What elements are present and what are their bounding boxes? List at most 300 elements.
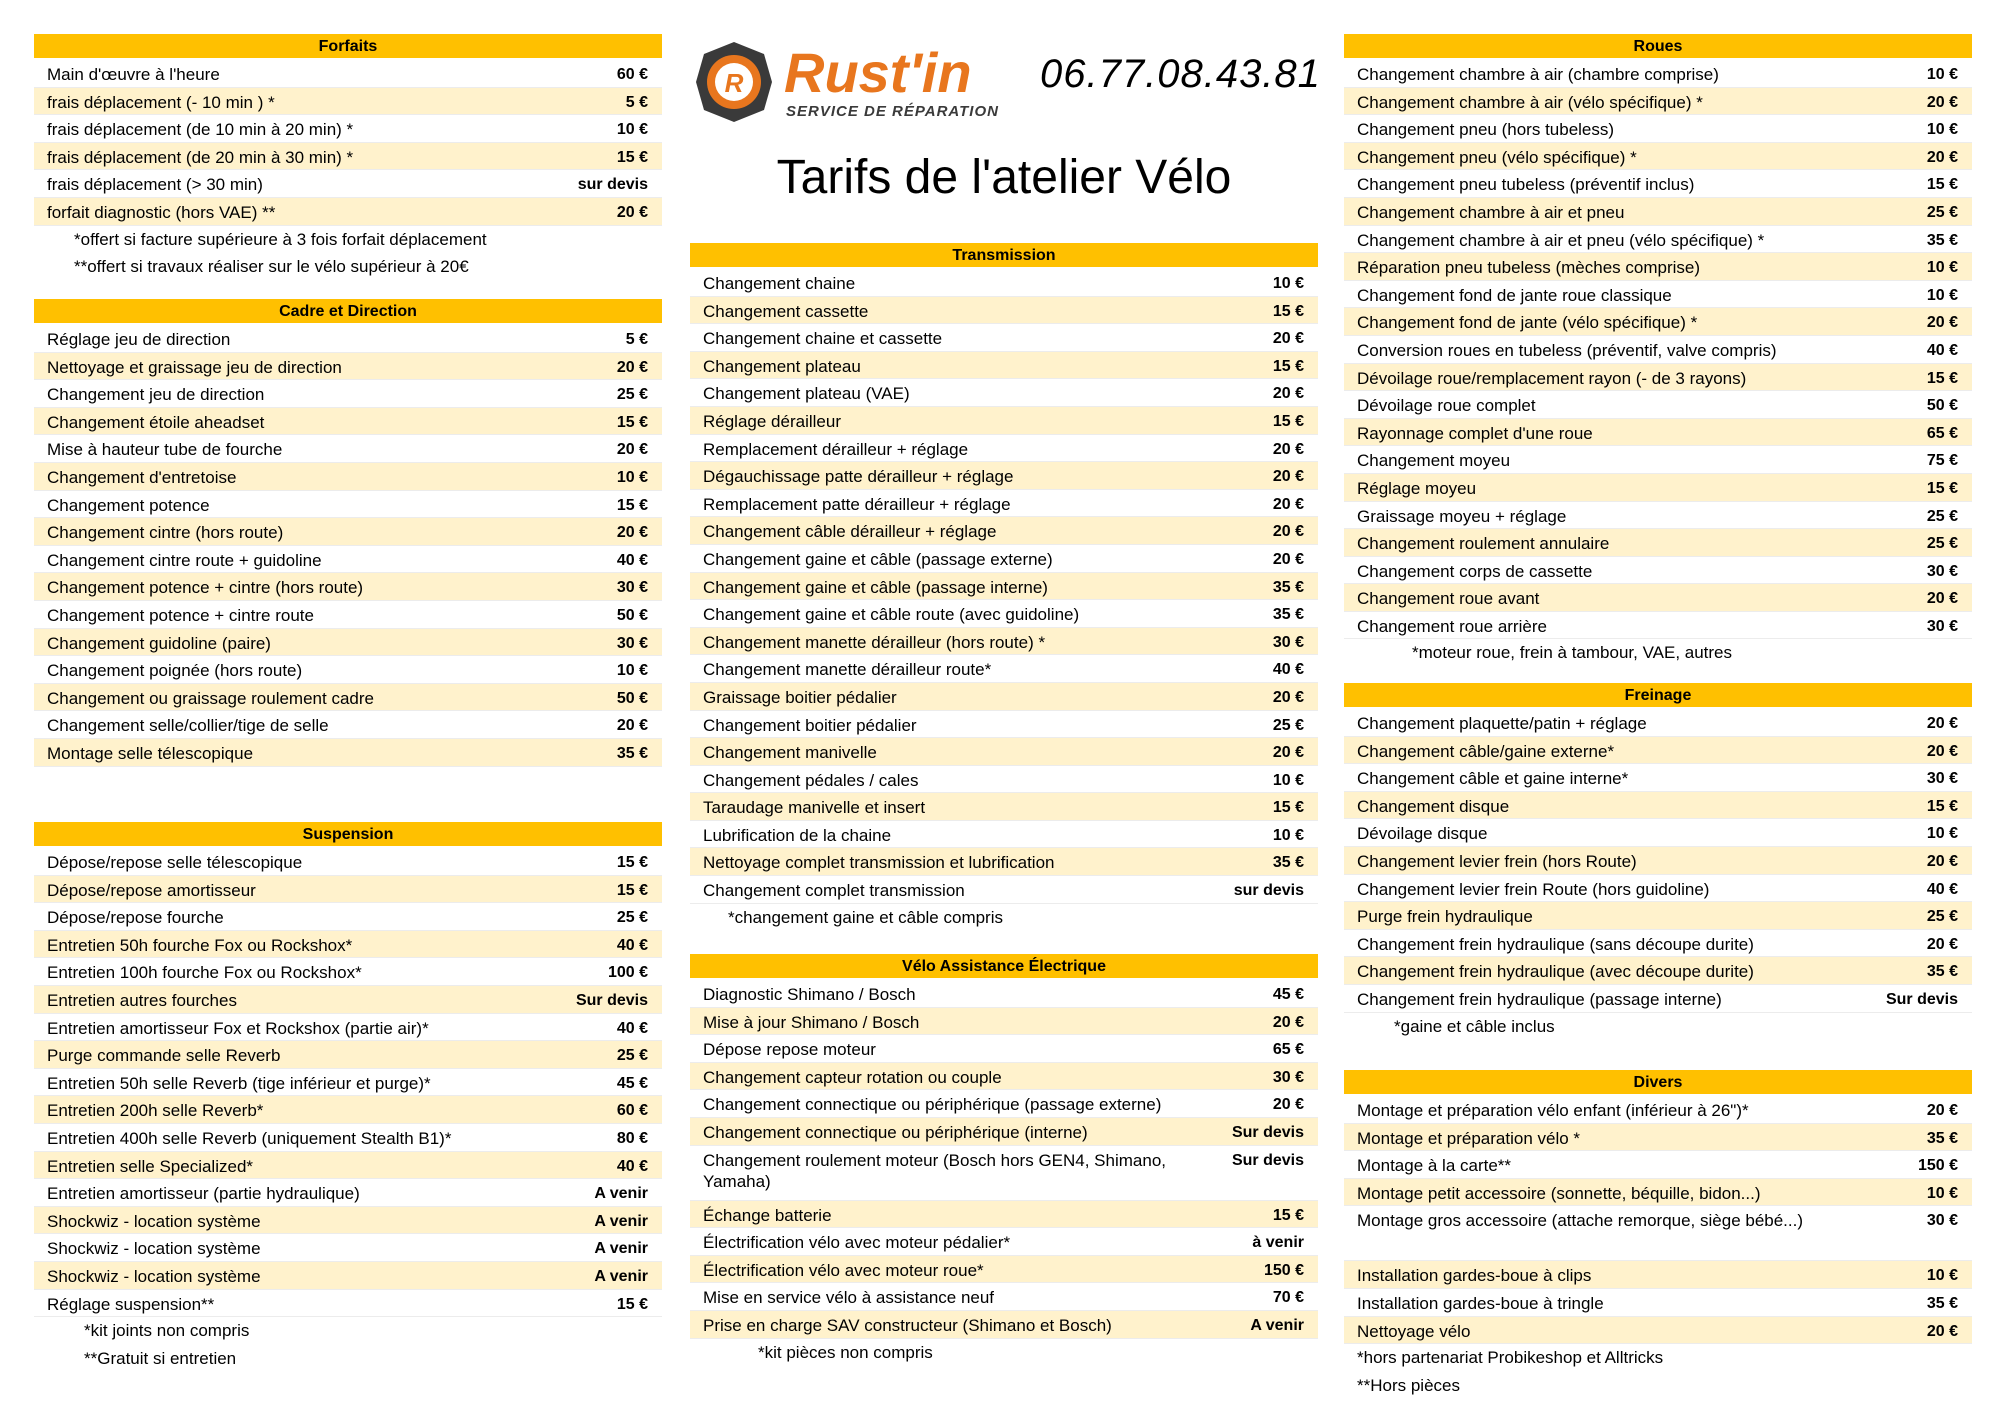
service-label: Changement pneu (hors tubeless) bbox=[1357, 120, 1615, 140]
service-label: Entretien amortisseur Fox et Rockshox (partie air)* bbox=[47, 1018, 429, 1038]
service-label: Graissage boitier pédalier bbox=[703, 687, 897, 707]
service-label: Changement ou graissage roulement cadre bbox=[47, 688, 374, 708]
service-price: 15 € bbox=[1272, 1206, 1304, 1224]
service-price: 15 € bbox=[1926, 479, 1958, 497]
service-label: Entretien 50h fourche Fox ou Rockshox* bbox=[47, 935, 353, 955]
price-row bbox=[1344, 709, 1972, 737]
service-label: Graissage moyeu + réglage bbox=[1357, 506, 1567, 526]
footnote: *offert si facture supérieure à 3 fois forfait déplacement bbox=[74, 229, 487, 249]
price-row bbox=[1344, 737, 1972, 765]
service-label: Changement chambre à air et pneu (vélo spécifique) * bbox=[1357, 230, 1765, 250]
price-row bbox=[1344, 985, 1972, 1013]
price-row bbox=[34, 1124, 662, 1152]
service-label: Entretien selle Specialized* bbox=[47, 1156, 254, 1176]
price-list bbox=[690, 269, 1318, 904]
price-row bbox=[1344, 198, 1972, 226]
service-price: A venir bbox=[594, 1240, 648, 1258]
service-label: Changement gaine et câble route (avec guidoline) bbox=[703, 605, 1080, 625]
service-price: 10 € bbox=[616, 468, 648, 486]
service-price: 50 € bbox=[616, 689, 648, 707]
service-label: Installation gardes-boue à tringle bbox=[1357, 1293, 1604, 1313]
service-price: 35 € bbox=[1926, 963, 1958, 981]
price-row bbox=[34, 88, 662, 116]
service-price: 15 € bbox=[616, 148, 648, 166]
section-divers bbox=[1344, 1070, 1972, 1399]
price-row bbox=[690, 1146, 1318, 1201]
price-row bbox=[34, 380, 662, 408]
price-row bbox=[34, 198, 662, 226]
price-row bbox=[34, 408, 662, 436]
price-row bbox=[1344, 1096, 1972, 1124]
price-row bbox=[690, 628, 1318, 656]
price-row bbox=[34, 1152, 662, 1180]
price-row bbox=[690, 462, 1318, 490]
price-row bbox=[34, 1179, 662, 1207]
service-price: 35 € bbox=[616, 744, 648, 762]
service-price: 20 € bbox=[1272, 330, 1304, 348]
price-row bbox=[34, 848, 662, 876]
notes bbox=[1344, 1344, 1972, 1399]
service-price: 5 € bbox=[625, 331, 648, 348]
price-row bbox=[1344, 584, 1972, 612]
service-label: Montage petit accessoire (sonnette, béquille, bidon...) bbox=[1357, 1183, 1761, 1203]
service-price: 25 € bbox=[1926, 908, 1958, 926]
service-price: 10 € bbox=[1926, 825, 1958, 843]
price-row bbox=[34, 739, 662, 767]
price-row bbox=[690, 490, 1318, 518]
service-label: Réglage moyeu bbox=[1357, 478, 1477, 498]
service-label: Changement chambre à air (chambre comprise) bbox=[1357, 65, 1719, 84]
service-label: Mise à jour Shimano / Bosch bbox=[703, 1012, 920, 1032]
notes bbox=[34, 226, 662, 281]
service-label: Entretien 100h fourche Fox ou Rockshox* bbox=[47, 963, 362, 983]
price-row bbox=[34, 1041, 662, 1069]
service-label: Changement jeu de direction bbox=[47, 385, 265, 405]
service-price: à venir bbox=[1252, 1234, 1304, 1252]
price-row bbox=[1344, 819, 1972, 847]
footnote: *kit pièces non compris bbox=[758, 1342, 933, 1362]
service-price: 20 € bbox=[1926, 715, 1958, 732]
service-price: 20 € bbox=[1272, 523, 1304, 541]
price-row bbox=[34, 353, 662, 381]
price-row bbox=[1344, 391, 1972, 419]
service-price: A venir bbox=[594, 1185, 648, 1203]
price-row bbox=[34, 115, 662, 143]
price-list bbox=[34, 325, 662, 767]
service-price: 35 € bbox=[1926, 1294, 1958, 1312]
service-label: Dépose/repose selle télescopique bbox=[47, 853, 303, 872]
service-price: 65 € bbox=[1272, 1041, 1304, 1059]
section-roues bbox=[1344, 34, 1972, 667]
price-row bbox=[690, 379, 1318, 407]
service-label: Changement cintre route + guidoline bbox=[47, 550, 322, 570]
price-row bbox=[34, 170, 662, 198]
price-row bbox=[690, 821, 1318, 849]
service-label: Shockwiz - location système bbox=[47, 1211, 261, 1231]
service-price: 30 € bbox=[616, 579, 648, 597]
price-row bbox=[34, 463, 662, 491]
service-label: Électrification vélo avec moteur roue* bbox=[703, 1260, 984, 1280]
service-price: 20 € bbox=[1272, 385, 1304, 403]
price-row bbox=[1344, 474, 1972, 502]
service-label: Changement plaquette/patin + réglage bbox=[1357, 714, 1647, 733]
price-row bbox=[690, 738, 1318, 766]
service-price: 10 € bbox=[1272, 771, 1304, 789]
footnote: **offert si travaux réaliser sur le vélo supérieur à 20€ bbox=[74, 257, 469, 277]
service-label: Changement frein hydraulique (passage interne) bbox=[1357, 989, 1722, 1009]
service-price: 60 € bbox=[616, 66, 648, 83]
service-price: 10 € bbox=[616, 121, 648, 139]
price-row bbox=[1344, 281, 1972, 309]
service-price: 10 € bbox=[1272, 826, 1304, 844]
service-label: Changement câble et gaine interne* bbox=[1357, 769, 1629, 789]
service-price: 30 € bbox=[1272, 1068, 1304, 1086]
service-price: 10 € bbox=[1926, 66, 1958, 83]
service-label: Changement pédales / cales bbox=[703, 770, 919, 790]
service-price: 25 € bbox=[616, 909, 648, 927]
price-row bbox=[1344, 336, 1972, 364]
service-label: Montage selle télescopique bbox=[47, 743, 254, 763]
service-price: 20 € bbox=[616, 717, 648, 735]
price-row bbox=[690, 1201, 1318, 1229]
service-label: Lubrification de la chaine bbox=[703, 825, 892, 845]
section-header: Roues bbox=[1344, 34, 1972, 60]
service-label: Changement potence bbox=[47, 495, 210, 515]
service-price: 10 € bbox=[1926, 259, 1958, 277]
service-label: Mise en service vélo à assistance neuf bbox=[703, 1288, 995, 1308]
service-label: Dégauchissage patte dérailleur + réglage bbox=[703, 467, 1014, 487]
price-row bbox=[1344, 226, 1972, 254]
service-label: Remplacement patte dérailleur + réglage bbox=[703, 494, 1011, 514]
service-label: Dévoilage roue complet bbox=[1357, 396, 1536, 416]
service-label: Dévoilage disque bbox=[1357, 824, 1488, 844]
service-price: 35 € bbox=[1926, 1129, 1958, 1147]
service-label: Entretien amortisseur (partie hydraulique) bbox=[47, 1184, 360, 1204]
brand-name: Rust'in bbox=[784, 41, 972, 104]
price-row bbox=[1344, 115, 1972, 143]
price-row bbox=[1344, 957, 1972, 985]
section-cadre-direction bbox=[34, 299, 662, 767]
service-price: 20 € bbox=[1272, 1013, 1304, 1031]
price-row bbox=[1344, 419, 1972, 447]
section-header: Suspension bbox=[34, 822, 662, 848]
service-label: Électrification vélo avec moteur pédalier* bbox=[703, 1233, 1011, 1253]
service-label: Changement chambre à air et pneu bbox=[1357, 202, 1625, 222]
price-row bbox=[690, 980, 1318, 1008]
price-row bbox=[34, 684, 662, 712]
service-price: 30 € bbox=[1926, 770, 1958, 788]
price-row bbox=[1344, 1151, 1972, 1179]
service-label: frais déplacement (de 10 min à 20 min) * bbox=[47, 120, 354, 140]
price-row bbox=[1344, 792, 1972, 820]
service-price: 65 € bbox=[1926, 424, 1958, 442]
price-row bbox=[34, 1014, 662, 1042]
service-label: Changement capteur rotation ou couple bbox=[703, 1067, 1002, 1087]
service-label: Entretien 50h selle Reverb (tige inférieur et purge)* bbox=[47, 1073, 431, 1093]
section-transmission bbox=[690, 243, 1318, 931]
price-row bbox=[34, 601, 662, 629]
service-price: 20 € bbox=[616, 203, 648, 221]
price-row bbox=[34, 435, 662, 463]
service-label: forfait diagnostic (hors VAE) ** bbox=[47, 202, 276, 222]
price-row bbox=[1344, 1179, 1972, 1207]
price-list bbox=[34, 60, 662, 226]
price-row bbox=[690, 1035, 1318, 1063]
service-price: 30 € bbox=[616, 634, 648, 652]
service-price: 25 € bbox=[1926, 203, 1958, 221]
service-price: 50 € bbox=[616, 606, 648, 624]
service-label: Shockwiz - location système bbox=[47, 1266, 261, 1286]
service-label: Rayonnage complet d'une roue bbox=[1357, 423, 1593, 443]
service-price: 45 € bbox=[616, 1074, 648, 1092]
service-price: Sur devis bbox=[1885, 990, 1958, 1008]
service-label: Échange batterie bbox=[703, 1205, 832, 1225]
price-row bbox=[1344, 88, 1972, 116]
service-label: Changement guidoline (paire) bbox=[47, 633, 271, 653]
price-row bbox=[690, 876, 1318, 904]
service-label: Changement chambre à air (vélo spécifique) * bbox=[1357, 92, 1703, 112]
price-row bbox=[1344, 1317, 1972, 1345]
service-label: Changement connectique ou périphérique (passage externe) bbox=[703, 1095, 1162, 1115]
service-price: 40 € bbox=[1926, 341, 1958, 359]
service-price: 35 € bbox=[1272, 578, 1304, 596]
price-row bbox=[690, 435, 1318, 463]
service-label: Changement plateau (VAE) bbox=[703, 384, 910, 404]
price-row bbox=[34, 1234, 662, 1262]
price-row bbox=[1344, 764, 1972, 792]
service-price: 50 € bbox=[1926, 397, 1958, 415]
page-title: Tarifs de l'atelier Vélo bbox=[776, 151, 1232, 204]
service-price: 15 € bbox=[1926, 369, 1958, 387]
service-price: 60 € bbox=[616, 1102, 648, 1120]
service-label: Montage à la carte** bbox=[1357, 1156, 1512, 1176]
price-list bbox=[1344, 709, 1972, 1013]
service-price: 20 € bbox=[1272, 468, 1304, 486]
service-label: Changement disque bbox=[1357, 796, 1510, 816]
price-row bbox=[690, 1283, 1318, 1311]
price-row bbox=[1344, 875, 1972, 903]
service-label: Changement gaine et câble (passage externe) bbox=[703, 549, 1053, 569]
price-row bbox=[690, 600, 1318, 628]
service-price: 40 € bbox=[1926, 880, 1958, 898]
service-label: Changement cassette bbox=[703, 301, 869, 321]
service-price: 20 € bbox=[1272, 550, 1304, 568]
service-price: 35 € bbox=[1272, 606, 1304, 624]
service-label: Changement levier frein (hors Route) bbox=[1357, 851, 1637, 871]
price-row bbox=[34, 1069, 662, 1097]
price-row bbox=[34, 491, 662, 519]
section-freinage bbox=[1344, 683, 1972, 1040]
price-row bbox=[34, 986, 662, 1014]
price-row bbox=[1344, 847, 1972, 875]
service-label: Changement frein hydraulique (avec découpe durite) bbox=[1357, 962, 1754, 982]
price-row bbox=[34, 518, 662, 546]
service-label: Réglage suspension** bbox=[47, 1294, 215, 1314]
service-label: Taraudage manivelle et insert bbox=[703, 798, 926, 818]
price-row bbox=[34, 573, 662, 601]
service-price: 20 € bbox=[616, 441, 648, 459]
price-row bbox=[690, 1008, 1318, 1036]
service-label: Changement pneu tubeless (préventif inclus) bbox=[1357, 175, 1695, 195]
service-label: Main d'œuvre à l'heure bbox=[47, 65, 220, 84]
service-price: 20 € bbox=[616, 524, 648, 542]
service-label: Installation gardes-boue à clips bbox=[1357, 1266, 1592, 1286]
price-row bbox=[690, 655, 1318, 683]
service-price: A venir bbox=[594, 1212, 648, 1230]
service-price: 20 € bbox=[1926, 742, 1958, 760]
service-price: 10 € bbox=[1926, 1267, 1958, 1285]
service-price: 15 € bbox=[616, 1295, 648, 1313]
price-row bbox=[690, 683, 1318, 711]
service-price: 15 € bbox=[616, 881, 648, 899]
service-price: A venir bbox=[1250, 1316, 1304, 1334]
footnote: *gaine et câble inclus bbox=[1394, 1016, 1555, 1036]
service-price: 30 € bbox=[1926, 617, 1958, 635]
service-label: Changement pneu (vélo spécifique) * bbox=[1357, 147, 1637, 167]
price-row bbox=[690, 1228, 1318, 1256]
price-list bbox=[1344, 1096, 1972, 1344]
price-row bbox=[1344, 253, 1972, 281]
service-price: 70 € bbox=[1272, 1289, 1304, 1307]
price-row bbox=[690, 1063, 1318, 1091]
price-row bbox=[1344, 1261, 1972, 1289]
service-label: Montage et préparation vélo enfant (inférieur à 26")* bbox=[1357, 1101, 1749, 1120]
service-price: 30 € bbox=[1272, 633, 1304, 651]
service-price: 10 € bbox=[1926, 121, 1958, 139]
service-price: Sur devis bbox=[575, 991, 648, 1009]
section-forfaits bbox=[34, 34, 662, 281]
service-price: 20 € bbox=[1272, 495, 1304, 513]
service-label: Changement roue arrière bbox=[1357, 616, 1547, 636]
notes bbox=[1344, 639, 1972, 667]
service-price: 25 € bbox=[1272, 716, 1304, 734]
price-row bbox=[690, 711, 1318, 739]
service-price: 15 € bbox=[1926, 176, 1958, 194]
service-price: 10 € bbox=[1926, 1184, 1958, 1202]
service-label: Entretien 400h selle Reverb (uniquement Stealth B1)* bbox=[47, 1128, 452, 1148]
service-label: Changement complet transmission bbox=[703, 881, 965, 901]
service-label: Prise en charge SAV constructeur (Shimano et Bosch) bbox=[703, 1315, 1112, 1335]
price-row bbox=[690, 324, 1318, 352]
price-row bbox=[1344, 143, 1972, 171]
service-price: 25 € bbox=[1926, 535, 1958, 553]
service-label: Changement fond de jante roue classique bbox=[1357, 285, 1672, 305]
price-row bbox=[690, 848, 1318, 876]
logo-letter: R bbox=[724, 68, 744, 98]
service-price: 20 € bbox=[1926, 1322, 1958, 1340]
service-price: 150 € bbox=[1263, 1261, 1304, 1279]
price-row bbox=[34, 1262, 662, 1290]
service-label: Purge commande selle Reverb bbox=[47, 1046, 281, 1066]
section-header: Forfaits bbox=[34, 34, 662, 60]
price-row bbox=[690, 1256, 1318, 1284]
price-row bbox=[34, 546, 662, 574]
service-label: Changement d'entretoise bbox=[47, 467, 237, 487]
service-label: Conversion roues en tubeless (préventif, valve compris) bbox=[1357, 340, 1777, 360]
service-price: 20 € bbox=[1926, 314, 1958, 332]
price-row bbox=[690, 793, 1318, 821]
price-row bbox=[1344, 1206, 1972, 1261]
footnote: *kit joints non compris bbox=[84, 1321, 250, 1341]
service-label: Changement gaine et câble (passage interne) bbox=[703, 577, 1048, 597]
service-label: Purge frein hydraulique bbox=[1357, 907, 1533, 927]
service-price: 25 € bbox=[616, 1047, 648, 1065]
footnote: *moteur roue, frein à tambour, VAE, autres bbox=[1412, 643, 1733, 663]
service-label: frais déplacement (de 20 min à 30 min) * bbox=[47, 147, 354, 167]
service-label: Changement plateau bbox=[703, 356, 861, 376]
price-list bbox=[34, 848, 662, 1317]
service-label: Diagnostic Shimano / Bosch bbox=[703, 985, 916, 1004]
service-price: 20 € bbox=[1926, 590, 1958, 608]
service-label: Shockwiz - location système bbox=[47, 1239, 261, 1259]
service-price: 20 € bbox=[1926, 935, 1958, 953]
service-price: 10 € bbox=[1926, 286, 1958, 304]
price-row bbox=[1344, 1289, 1972, 1317]
price-row bbox=[1344, 902, 1972, 930]
service-price: 10 € bbox=[616, 662, 648, 680]
section-suspension bbox=[34, 822, 662, 1372]
service-label: Entretien 200h selle Reverb* bbox=[47, 1101, 264, 1121]
price-row bbox=[690, 1090, 1318, 1118]
price-row bbox=[1344, 60, 1972, 88]
service-label: Changement cintre (hors route) bbox=[47, 523, 284, 543]
service-label: Changement manette dérailleur (hors route) * bbox=[703, 632, 1046, 652]
service-price: 150 € bbox=[1917, 1157, 1958, 1175]
service-label: Changement manette dérailleur route* bbox=[703, 660, 992, 680]
service-price: 35 € bbox=[1272, 854, 1304, 872]
service-price: 10 € bbox=[1272, 275, 1304, 292]
section-header: Vélo Assistance Électrique bbox=[690, 954, 1318, 980]
service-price: 25 € bbox=[616, 386, 648, 404]
brand-tagline: SERVICE DE RÉPARATION bbox=[786, 103, 999, 120]
price-row bbox=[34, 60, 662, 88]
service-label: Dévoilage roue/remplacement rayon (- de 3 rayons) bbox=[1357, 368, 1747, 388]
notes bbox=[34, 1317, 662, 1372]
service-price: 20 € bbox=[1272, 1096, 1304, 1114]
price-row bbox=[34, 711, 662, 739]
service-label: Changement frein hydraulique (sans découpe durite) bbox=[1357, 934, 1754, 954]
notes bbox=[690, 1339, 1318, 1367]
service-price: A venir bbox=[594, 1267, 648, 1285]
price-list bbox=[1344, 60, 1972, 639]
service-label: frais déplacement (- 10 min ) * bbox=[47, 92, 275, 112]
gear-logo-icon bbox=[694, 40, 1014, 125]
service-price: 20 € bbox=[1926, 93, 1958, 111]
service-label: Changement câble/gaine externe* bbox=[1357, 741, 1615, 761]
service-price: 15 € bbox=[1272, 302, 1304, 320]
service-price: 5 € bbox=[625, 93, 648, 111]
service-price: 40 € bbox=[616, 1019, 648, 1037]
service-label: Changement potence + cintre (hors route) bbox=[47, 578, 364, 598]
section-vae bbox=[690, 954, 1318, 1366]
notes bbox=[1344, 1013, 1972, 1041]
price-row bbox=[690, 297, 1318, 325]
price-row bbox=[34, 325, 662, 353]
service-price: 40 € bbox=[616, 1157, 648, 1175]
service-price: 40 € bbox=[616, 936, 648, 954]
service-label: Changement manivelle bbox=[703, 743, 877, 763]
section-header: Freinage bbox=[1344, 683, 1972, 709]
price-row bbox=[1344, 308, 1972, 336]
price-row bbox=[1344, 364, 1972, 392]
price-row bbox=[690, 269, 1318, 297]
service-price: 15 € bbox=[1272, 412, 1304, 430]
footnote: *changement gaine et câble compris bbox=[728, 907, 1003, 927]
price-row bbox=[34, 958, 662, 986]
phone-number[interactable]: 06.77.08.43.81 bbox=[1040, 52, 1321, 96]
price-row bbox=[690, 352, 1318, 380]
footnote: *hors partenariat Probikeshop et Alltricks bbox=[1357, 1348, 1664, 1368]
